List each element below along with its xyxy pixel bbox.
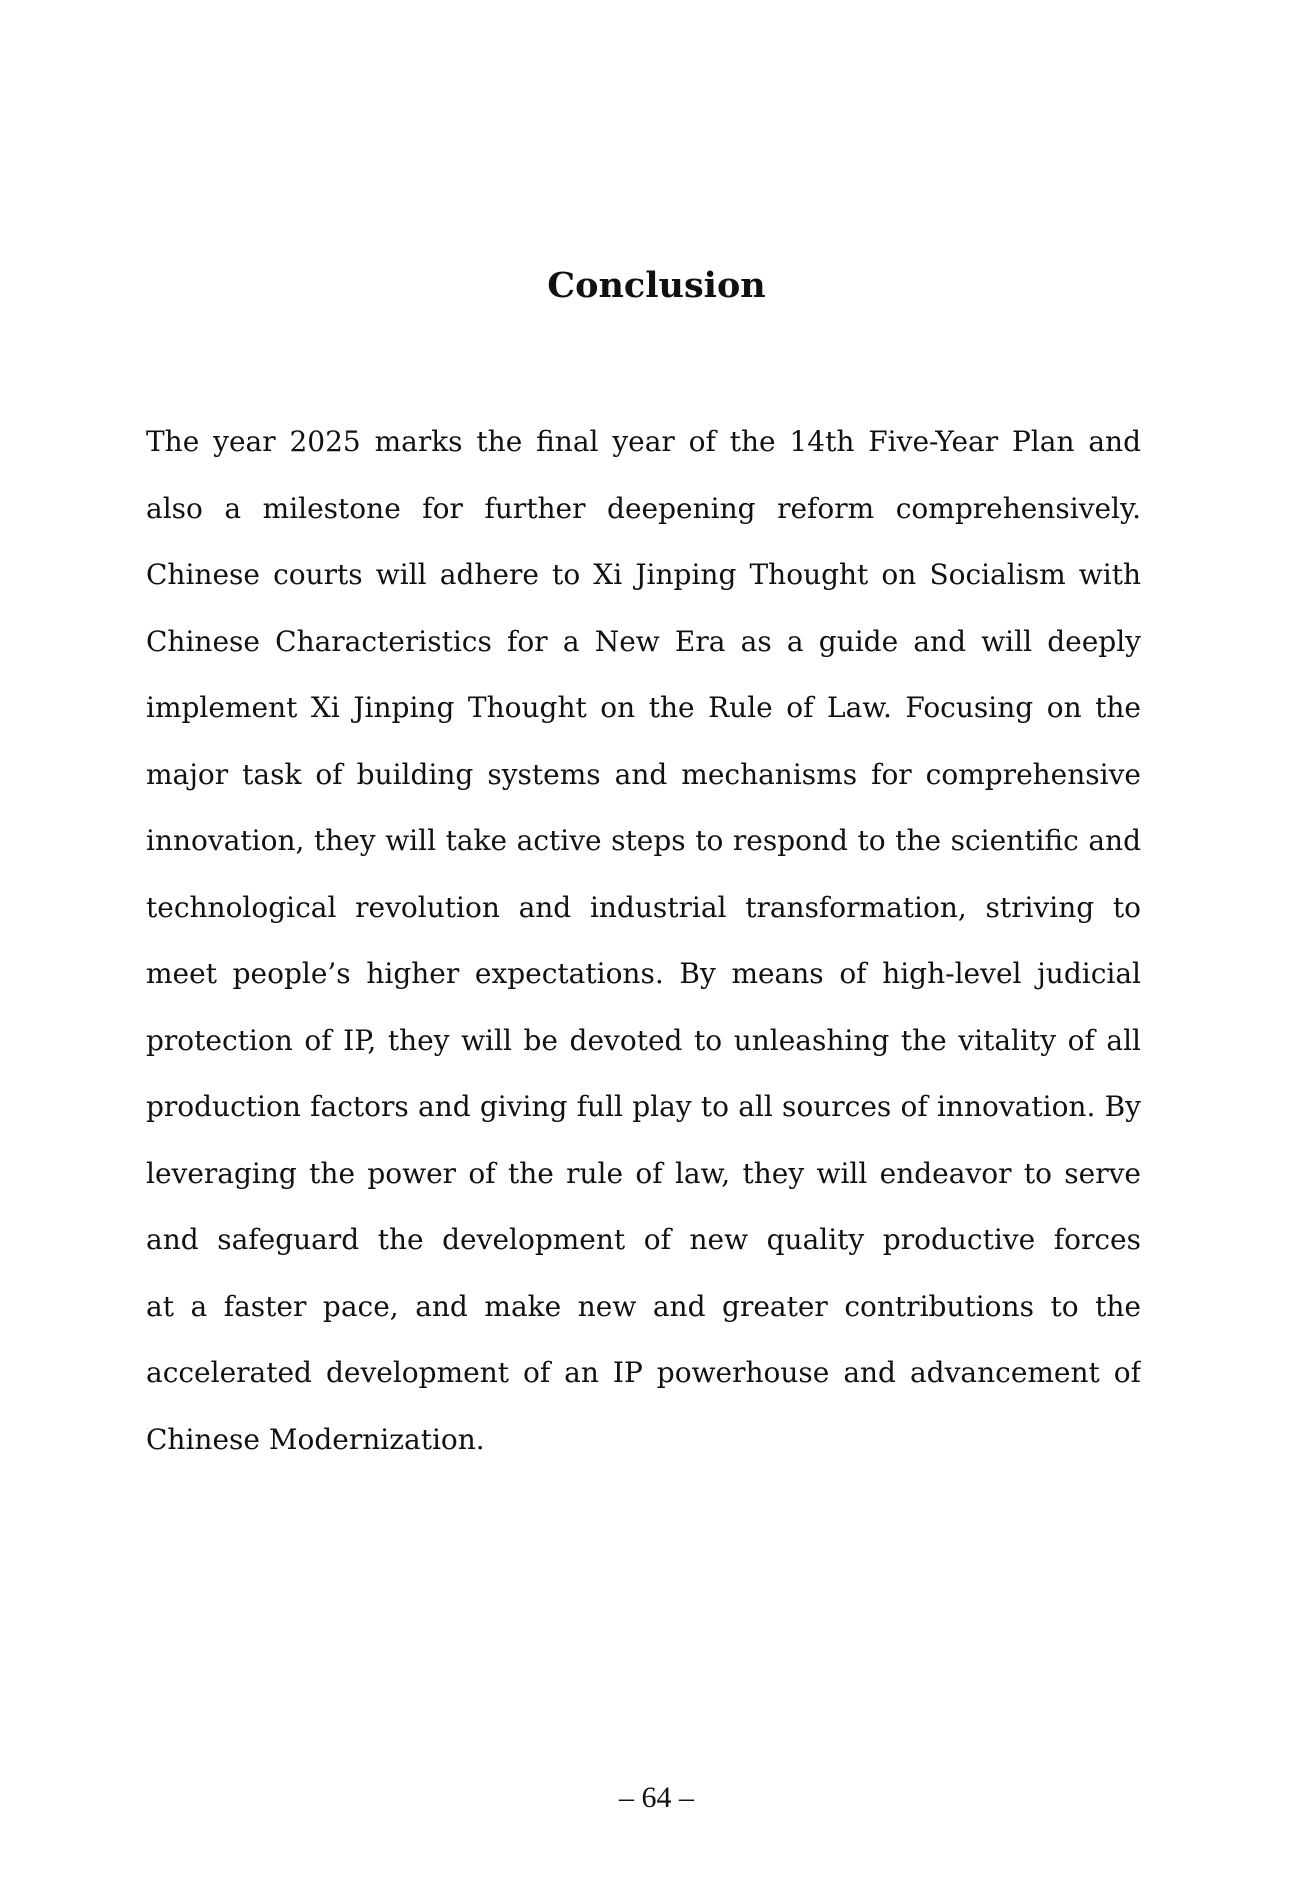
paragraph-line: technological revolution and industrial transformation, striving to	[146, 890, 1141, 924]
paragraph-line: Chinese Characteristics for a New Era as a guide and will deeply	[146, 624, 1141, 658]
page-title: Conclusion	[547, 265, 766, 306]
paragraph-line: and safeguard the development of new quality productive forces	[146, 1223, 1141, 1256]
page-number: – 64 –	[619, 1781, 694, 1814]
conclusion-paragraph	[146, 409, 1141, 1473]
paragraph-line: accelerated development of an IP powerhouse and advancement of	[146, 1356, 1141, 1389]
paragraph-line: innovation, they will take active steps to respond to the scientific and	[146, 824, 1141, 857]
paragraph-line: The year 2025 marks the final year of the 14th Five-Year Plan and	[146, 425, 1141, 458]
paragraph-line: implement Xi Jinping Thought on the Rule of Law. Focusing on the	[146, 691, 1141, 724]
paragraph-line: leveraging the power of the rule of law, they will endeavor to serve	[146, 1156, 1141, 1190]
paragraph-line: also a milestone for further deepening reform comprehensively.	[146, 491, 1141, 525]
paragraph-line: meet people’s higher expectations. By means of high-level judicial	[146, 957, 1141, 990]
paragraph-line: protection of IP, they will be devoted to unleashing the vitality of all	[146, 1023, 1141, 1057]
paragraph-line: production factors and giving full play to all sources of innovation. By	[146, 1090, 1141, 1123]
paragraph-line: Chinese Modernization.	[146, 1422, 485, 1456]
paragraph-line: major task of building systems and mechanisms for comprehensive	[146, 757, 1141, 791]
paragraph-line: at a faster pace, and make new and greater contributions to the	[146, 1289, 1141, 1323]
paragraph-line: Chinese courts will adhere to Xi Jinping Thought on Socialism with	[146, 558, 1141, 591]
